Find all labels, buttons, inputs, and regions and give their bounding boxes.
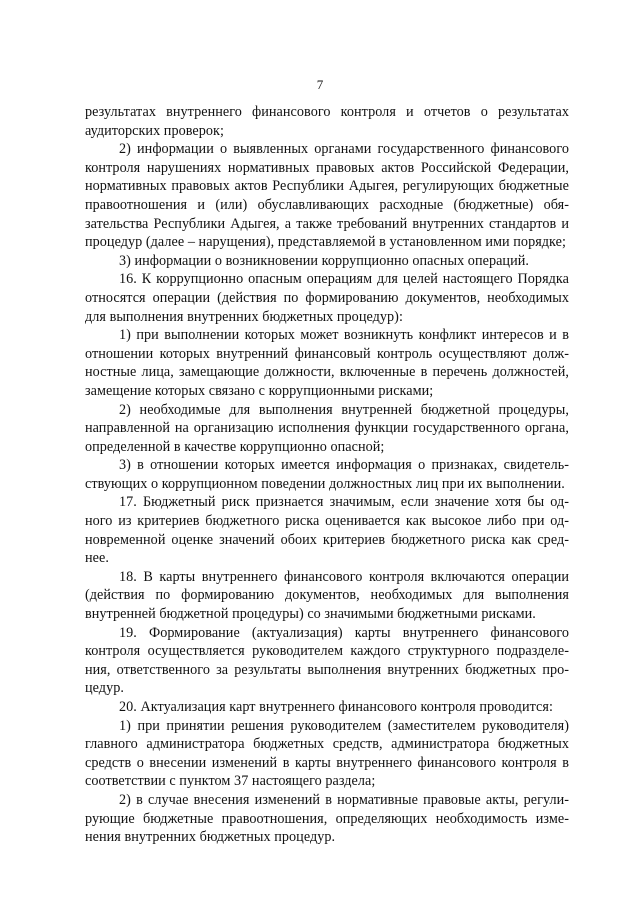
- paragraph: 16. К коррупционно опасным операциям для целей настоящего Порядка относятся операции (действия по формированию документов, необходимых для выполнения внутренних бюджетных процедур):: [85, 271, 569, 325]
- paragraph: 1) при принятии решения руководителем (заместителем руководителя) главного администратора бюджетных средств, администратора бюджетных средств о внесении изменений в карты внутреннего финансового контроля в соответствии с пунктом 37 настоящего раздела;: [85, 717, 569, 790]
- document-body: [85, 103, 569, 847]
- paragraph: 2) в случае внесения изменений в нормативные правовые акты, регулирующие бюджетные правоотношения, определяющих необходимость изменения внутренних бюджетных процедур.: [85, 791, 569, 846]
- paragraph: 20. Актуализация карт внутреннего финансового контроля проводится:: [119, 699, 553, 715]
- paragraph: 1) при выполнении которых может возникнуть конфликт интересов и в отношении которых внутренний финансовый контроль осуществляют должностные лица, замещающие должности, включенные в перечень должностей, замещение которых связано с коррупционными рисками;: [85, 327, 569, 399]
- paragraph: 2) информации о выявленных органами государственного финансового контроля нарушениях нормативных правовых актов Российской Федерации, нормативных правовых актов Республики Адыгея, регулирующих бюджетные правоотношения и (или) обуславливающих расходные (бюджетные) обязательства Республики Адыгея, а также требований внутренних стандартов и процедур (далее – нарущения), представляемой в установленном ими порядке;: [85, 141, 569, 251]
- paragraph: 2) необходимые для выполнения внутренней бюджетной процедуры, направленной на организацию исполнения функции государственного органа, определенной в качестве коррупционно опасной;: [85, 401, 569, 455]
- paragraph: 19. Формирование (актуализация) карты внутреннего финансового контроля осуществляется руководителем каждого структурного подразделения, ответственного за результаты выполнения внутренних бюджетных процедур.: [85, 624, 569, 697]
- paragraph: результатах внутреннего финансового контроля и отчетов о результатах аудиторских проверок;: [85, 104, 569, 139]
- page-number: 7: [316, 77, 324, 92]
- paragraph: 3) информации о возникновении коррупционно опасных операций.: [119, 252, 529, 269]
- paragraph: 3) в отношении которых имеется информация о признаках, свидетельствующих о коррупционном поведении должностных лиц при их выполнении.: [85, 457, 569, 492]
- paragraph: 17. Бюджетный риск признается значимым, если значение хотя бы одного из критериев бюджетного риска оценивается как высокое либо при одновременной оценке значений обоих критериев бюджетного риска как среднее.: [85, 494, 569, 567]
- paragraph: 18. В карты внутреннего финансового контроля включаются операции (действия по формированию документов, необходимых для выполнения внутренней бюджетной процедуры) со значимыми бюджетными рисками.: [85, 568, 569, 623]
